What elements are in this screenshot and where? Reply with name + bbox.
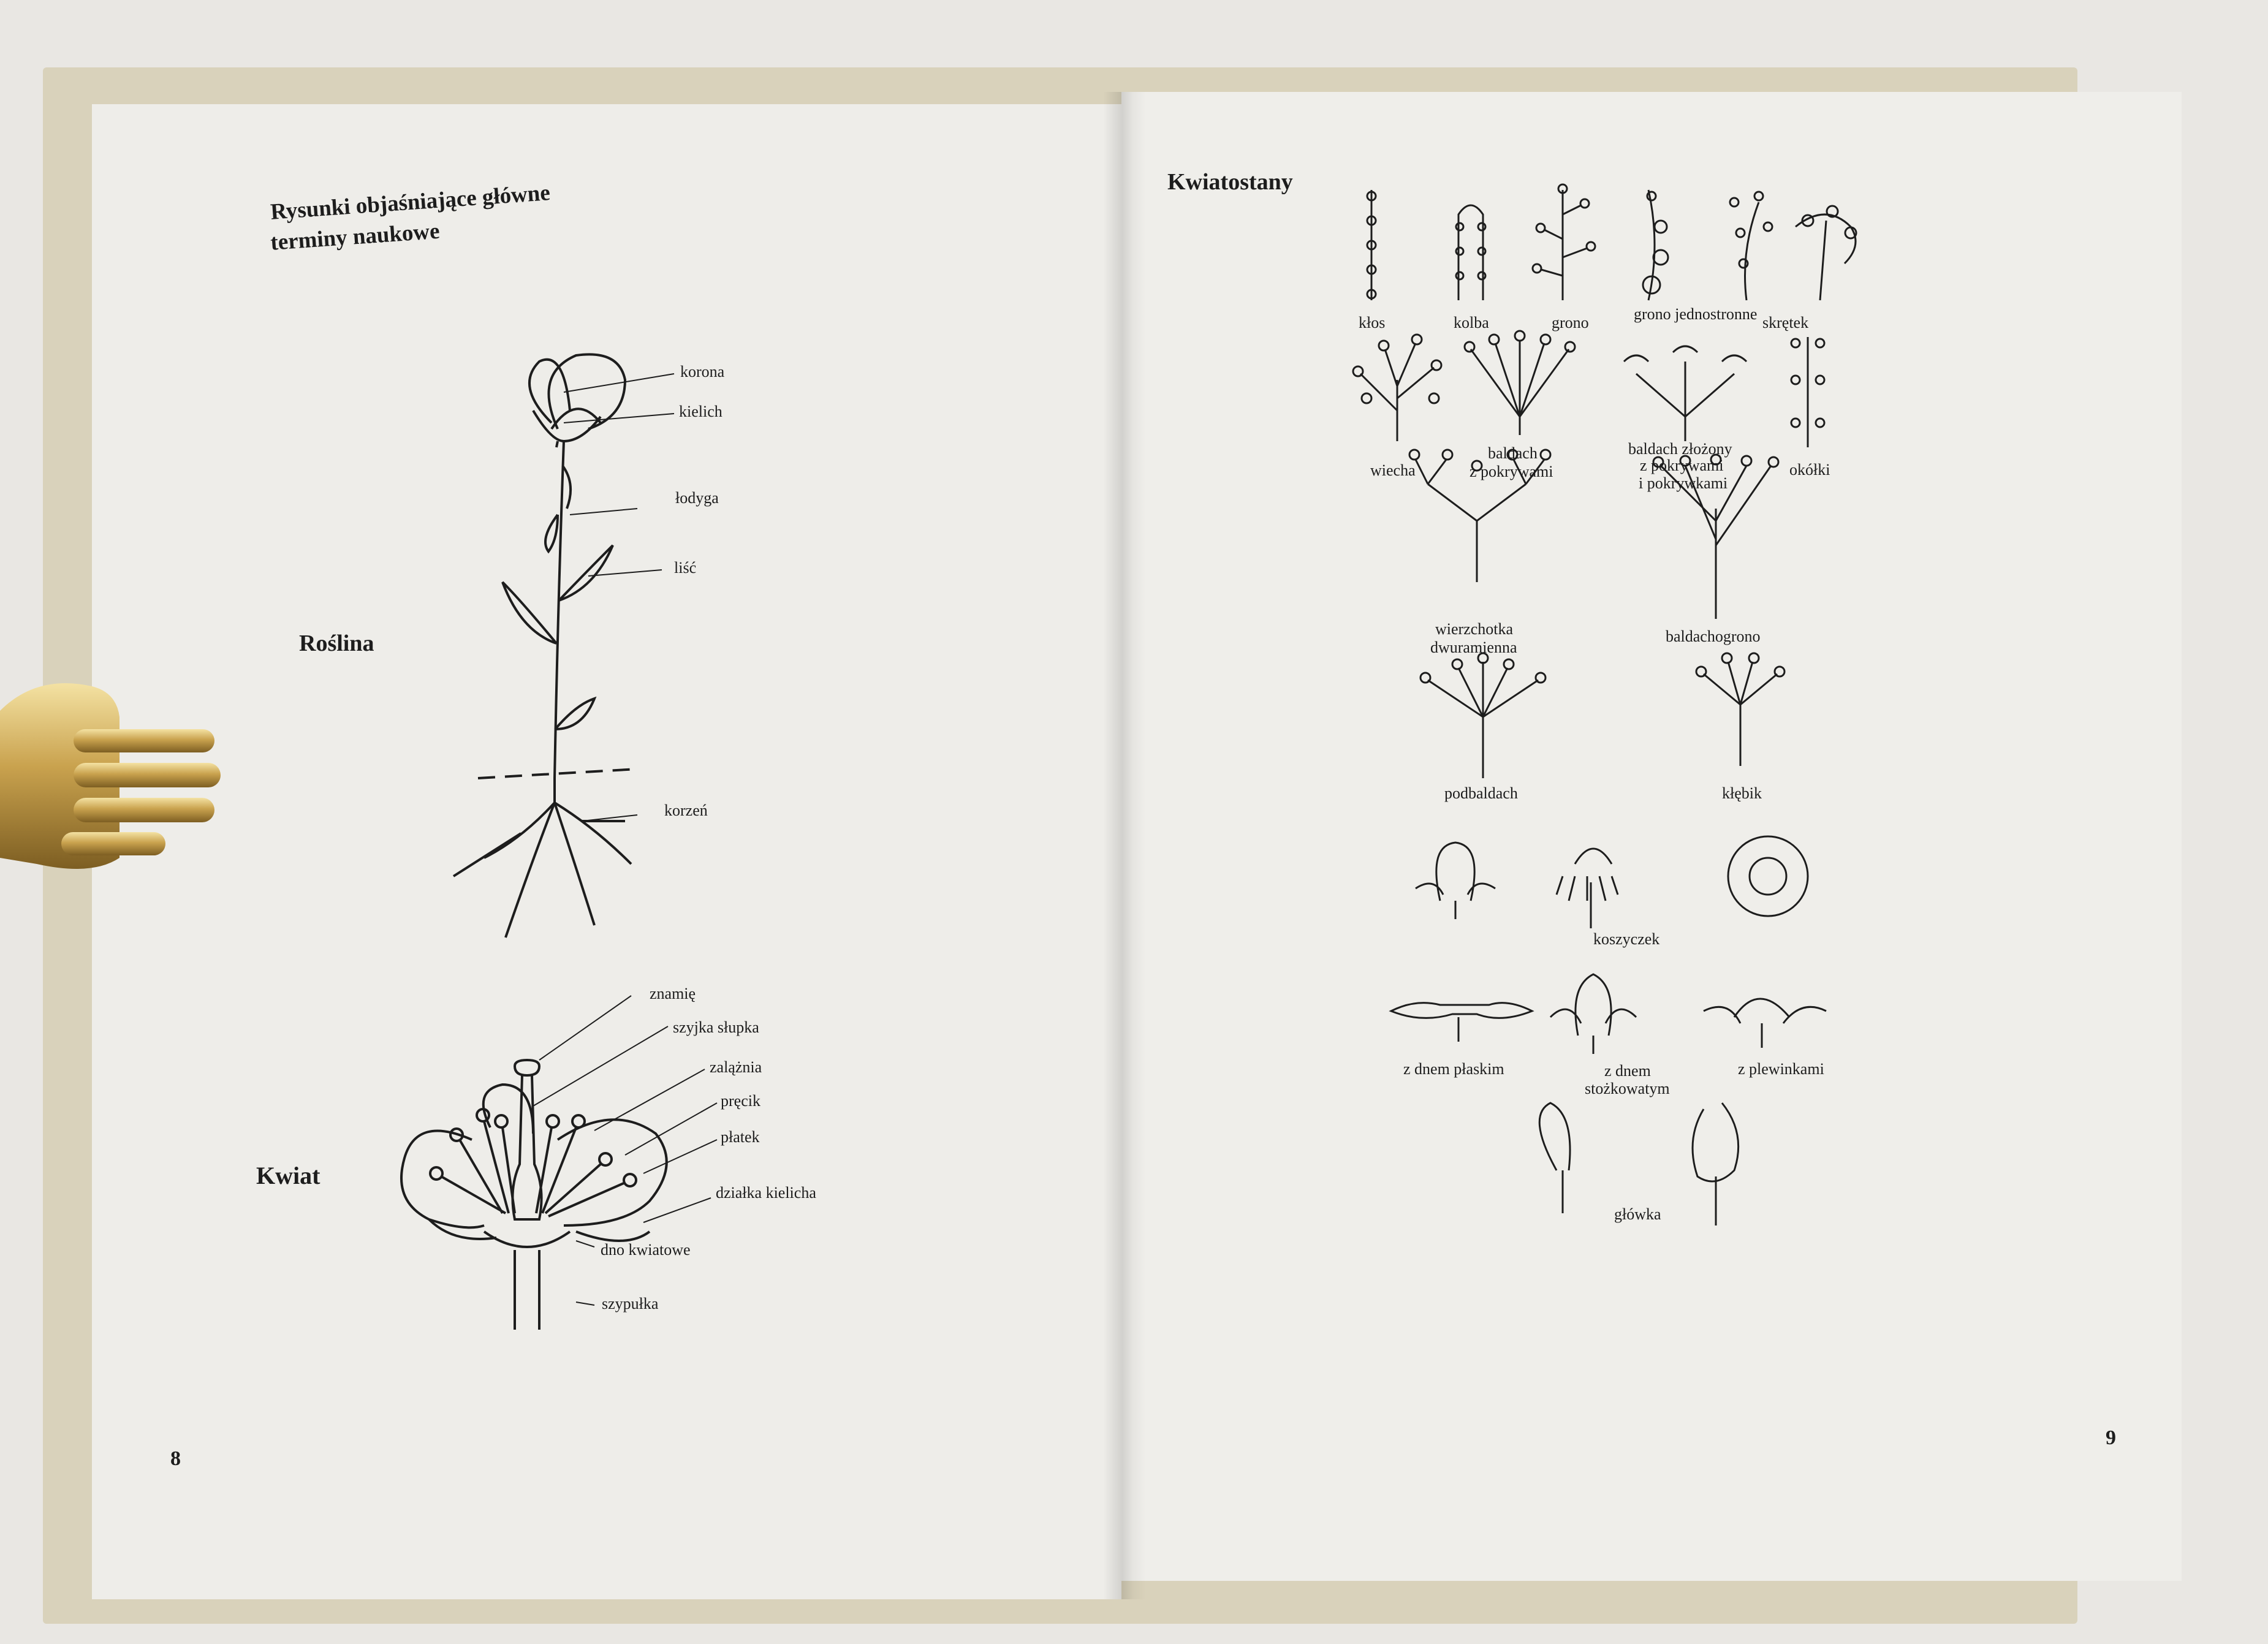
label-conical-receptacle-1: z dnem bbox=[1604, 1062, 1651, 1080]
one-sided-raceme-icon bbox=[1643, 190, 1668, 300]
receptacle-with-chaff-icon bbox=[1704, 999, 1826, 1048]
head-tuft-icon bbox=[1693, 1103, 1739, 1225]
label-spadix: kolba bbox=[1454, 314, 1489, 331]
page-title-line2: terminy naukowe bbox=[270, 218, 441, 256]
plant-label-stem: łodyga bbox=[675, 489, 719, 507]
label-panicle: wiecha bbox=[1370, 461, 1416, 479]
label-compound-umbel-bracts: z pokrywami bbox=[1640, 456, 1724, 474]
brass-hand-bookmark-icon bbox=[0, 637, 233, 895]
plant-label-calyx: kielich bbox=[679, 403, 722, 420]
conical-receptacle-icon bbox=[1550, 974, 1636, 1054]
flower-label-receptacle: dno kwiatowe bbox=[601, 1241, 691, 1259]
flower-label-sepal: działka kielicha bbox=[716, 1184, 816, 1202]
capitulum-aster-icon bbox=[1728, 836, 1808, 916]
label-dichasium-2: dwuramienna bbox=[1430, 638, 1517, 656]
raceme-icon bbox=[1533, 184, 1595, 300]
pseudo-umbel-icon bbox=[1420, 653, 1546, 778]
flower-leader-lines bbox=[521, 990, 723, 1308]
plant-label-root: korzeń bbox=[664, 801, 708, 819]
section-label-flower: Kwiat bbox=[256, 1162, 320, 1189]
label-one-sided-raceme: grono jednostronne bbox=[1634, 305, 1758, 323]
section-label-plant: Roślina bbox=[299, 631, 374, 656]
flower-label-stigma: znamię bbox=[650, 985, 696, 1002]
flower-label-style: szyjka słupka bbox=[673, 1018, 759, 1036]
compound-umbel-icon bbox=[1624, 346, 1747, 441]
label-whorls: okółki bbox=[1789, 461, 1830, 479]
label-receptacle-with-chaff: z plewinkami bbox=[1738, 1060, 1824, 1078]
label-pseudo-umbel: podbaldach bbox=[1444, 784, 1518, 802]
label-cincinnus: skrętek bbox=[1762, 314, 1809, 331]
flat-receptacle-icon bbox=[1391, 1003, 1532, 1042]
plant-label-corolla: korona bbox=[680, 363, 725, 381]
plant-leader-lines bbox=[552, 355, 674, 846]
capitulum-section-icon bbox=[1416, 843, 1495, 919]
spike-icon bbox=[1367, 190, 1376, 300]
label-umbel: baldach bbox=[1488, 444, 1538, 462]
glomerule-icon bbox=[1696, 653, 1784, 766]
label-flat-receptacle: z dnem płaskim bbox=[1403, 1060, 1504, 1078]
capitulum-daisy-icon bbox=[1557, 849, 1618, 928]
label-umbel-with-bracts: z pokrywami bbox=[1470, 463, 1553, 480]
umbel-with-bracts-icon bbox=[1465, 331, 1575, 435]
label-raceme: grono bbox=[1552, 314, 1589, 331]
page-title-line1: Rysunki objaśniające główne bbox=[270, 180, 551, 225]
label-capitulum: koszyczek bbox=[1593, 930, 1660, 948]
head-icon bbox=[1539, 1103, 1570, 1213]
spadix-icon bbox=[1456, 205, 1485, 300]
page-number-right: 9 bbox=[2106, 1426, 2116, 1449]
label-dichasium-1: wierzchotka bbox=[1435, 620, 1514, 638]
label-compound-umbel: baldach złożony bbox=[1628, 440, 1732, 458]
flower-label-petal: płatek bbox=[721, 1128, 760, 1146]
flower-label-stamen: pręcik bbox=[721, 1092, 760, 1110]
page-title-inflorescences: Kwiatostany bbox=[1167, 169, 1293, 195]
flower-label-ovary: zalążnia bbox=[710, 1058, 762, 1076]
label-compound-umbel-bracteoles: i pokrywkami bbox=[1639, 474, 1728, 492]
cincinnus-icon bbox=[1730, 192, 1856, 300]
panicle-icon bbox=[1353, 335, 1441, 441]
label-spike: kłos bbox=[1359, 314, 1386, 331]
label-conical-receptacle-2: stożkowatym bbox=[1585, 1080, 1670, 1097]
label-corymb: baldachogrono bbox=[1666, 627, 1761, 645]
page-number-left: 8 bbox=[170, 1447, 181, 1470]
plant-label-leaf: liść bbox=[674, 559, 697, 577]
whorls-icon bbox=[1791, 337, 1824, 447]
flower-label-pedicel: szypułka bbox=[602, 1295, 659, 1313]
book-spine bbox=[1103, 92, 1146, 1599]
label-head: główka bbox=[1614, 1205, 1661, 1223]
label-glomerule: kłębik bbox=[1722, 784, 1762, 802]
